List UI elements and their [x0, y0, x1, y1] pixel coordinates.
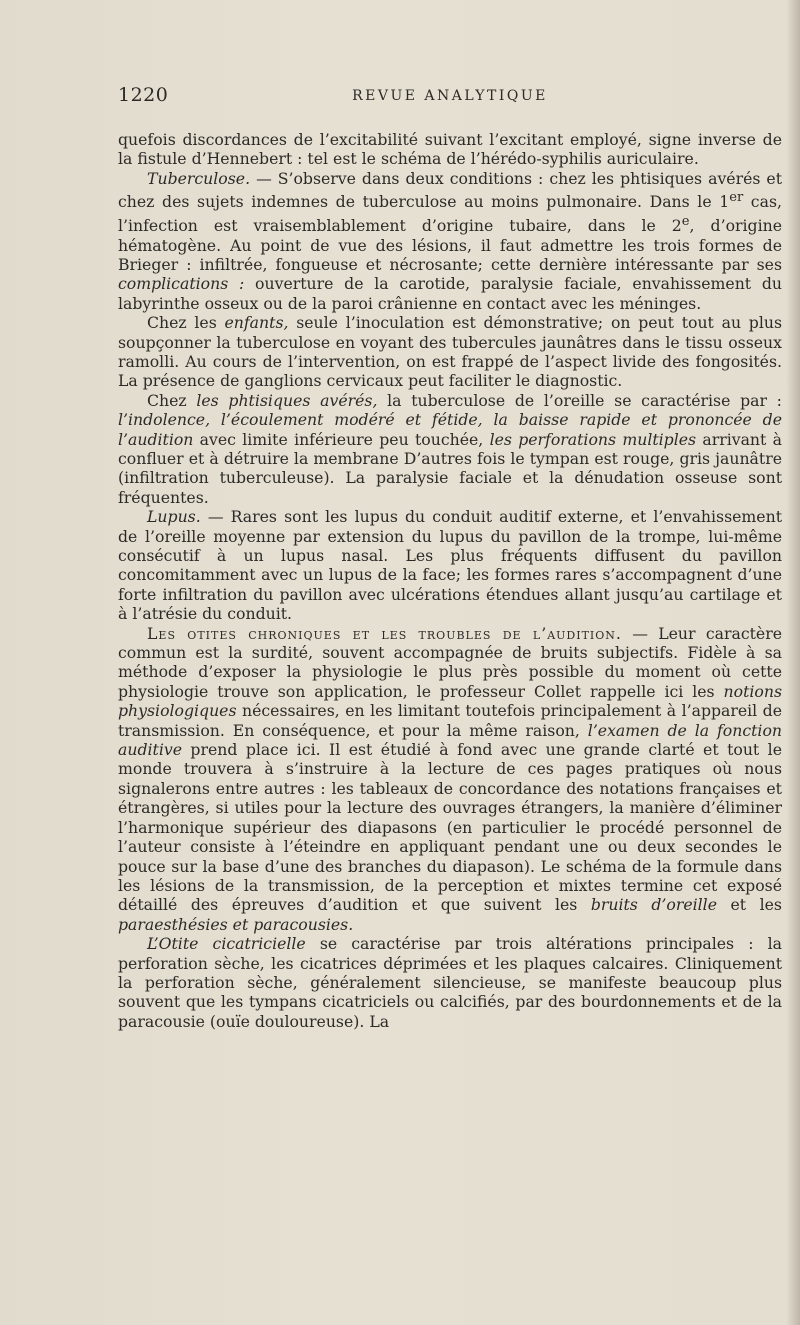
italic-text: paraesthésies et paracousies.	[118, 914, 354, 934]
paragraph	[118, 130, 782, 169]
italic-text: les phtisiques avérés,	[196, 390, 378, 410]
page-header	[118, 84, 782, 110]
text-run: — Rares sont les lupus du conduit auditif externe, et l’envahissement de l’oreille moyenne par extension du lupus du pavillon de la trompe, lui-même consécutif à un lupus nasal. Les plus fréquents diffusent du pavillon concomitamment avec un lupus de la face; les formes rares s’accompagnent d’une forte infiltration du pavillon avec ulcérations étendues allant jusqu’au cartilage et à l’atrésie du conduit.	[118, 507, 782, 624]
running-head: REVUE ANALYTIQUE	[352, 88, 548, 104]
body-text	[118, 130, 782, 1031]
text-run: avec limite inférieure peu touchée,	[193, 429, 490, 449]
italic-text: notions physiologiques	[118, 681, 782, 721]
text-run: ouverture de la carotide, paralysie faciale, envahissement du labyrinthe osseux ou de la paroi crânienne en contact avec les méninges.	[118, 274, 782, 313]
italic-text: l’examen de la fonction auditive	[118, 720, 782, 760]
italic-text: complications :	[118, 274, 245, 294]
paragraph	[118, 624, 782, 935]
italic-text: L’Otite cicatricielle	[147, 934, 306, 954]
paragraph	[118, 169, 782, 313]
paragraph	[118, 934, 782, 1031]
text-run: prend place ici. Il est étudié à fond avec une grande clarté et tout le monde trouvera à s’instruire à la lecture de ces pages pratiques où nous signalerons entre autres : les tableaux de concordance des notations françaises et étrangères, si utiles pour la lecture des ouvrages étrangers, la manière d’éliminer l’harmonique supérieur des diapasons (en particulier le procédé personnel de l’auteur consiste à l’éteindre en appliquant pendant une ou deux secondes le pouce sur la base d’une des branches du diapason). Le schéma de la formule dans les lésions de la transmission, de la perception et mixtes termine cet exposé détaillé des épreuves d’audition et que suivent les	[118, 740, 782, 915]
text-run: — S’observe dans deux conditions : chez les phtisiques avérés et chez des sujets indemnes de tuberculose au moins pulmonaire. Dans le 1	[118, 168, 782, 212]
text-run: cas, l’infection est vraisemblablement d’origine tubaire, dans le 2	[118, 192, 782, 236]
italic-text: les perforations multiples	[489, 429, 697, 449]
text-run: Chez	[147, 390, 197, 410]
italic-text: l’indolence, l’écoulement modéré et fétide, la baisse rapide et prononcée de l’audition	[118, 410, 782, 449]
italic-text: bruits d’oreille	[590, 895, 717, 915]
text-run: — Leur caractère commun est la surdité, souvent accompagnée de bruits subjectifs. Fidèle à sa méthode d’exposer la physiologie le plus près possible du moment où cette physiologie trouve son application, le professeur Collet rappelle ici les	[118, 623, 782, 701]
small-caps-heading: Les otites chroniques et les troubles de l’audition.	[147, 623, 622, 643]
text-run: et les	[716, 895, 782, 915]
paragraph	[118, 507, 782, 623]
text-run: quefois discordances de l’excitabilité suivant l’excitant employé, signe inverse de la fistule d’Hennebert : tel est le schéma de l’hérédo-syphilis auriculaire.	[118, 130, 782, 169]
italic-text: Tuberculose.	[147, 168, 251, 188]
text-run: la tuberculose de l’oreille se caractérise par :	[377, 390, 782, 410]
paragraph	[118, 313, 782, 391]
page-edge-shadow	[786, 0, 800, 1325]
page-number: 1220	[118, 84, 169, 106]
superscript: er	[729, 190, 744, 206]
text-run: nécessaires, en les limitant toutefois principalement à l’appareil de transmission. En conséquence, et pour la même raison,	[118, 701, 782, 740]
text-run: Chez les	[147, 313, 225, 333]
text-run: , d’origine hématogène. Au point de vue des lésions, il faut admettre les trois formes de Brieger : infiltrée, fongueuse et nécrosante; cette dernière intéressante par ses	[118, 216, 782, 274]
text-run: arrivant à confluer et à détruire la membrane D’autres fois le tympan est rouge, gris jaunâtre (infiltration tuberculeuse). La paralysie faciale et la dénudation osseuse sont fréquentes.	[118, 429, 782, 507]
text-run: se caractérise par trois altérations principales : la perforation sèche, les cicatrices déprimées et les plaques calcaires. Cliniquement la perforation sèche, généralement silencieuse, se manifeste beaucoup plus souvent que les tympans cicatriciels ou calcifiés, par des bourdonnements et de la paracousie (ouïe douloureuse). La	[118, 934, 782, 1031]
superscript: e	[681, 213, 690, 229]
italic-text: enfants,	[224, 313, 289, 333]
text-run: seule l’inoculation est démonstrative; on peut tout au plus soupçonner la tuberculose en voyant des tubercules jaunâtres dans le tissu osseux ramolli. Au cours de l’intervention, on est frappé de l’aspect livide des fongosités. La présence de ganglions cervicaux peut faciliter le diagnostic.	[118, 313, 782, 391]
paragraph	[118, 391, 782, 507]
italic-text: Lupus.	[147, 507, 201, 527]
